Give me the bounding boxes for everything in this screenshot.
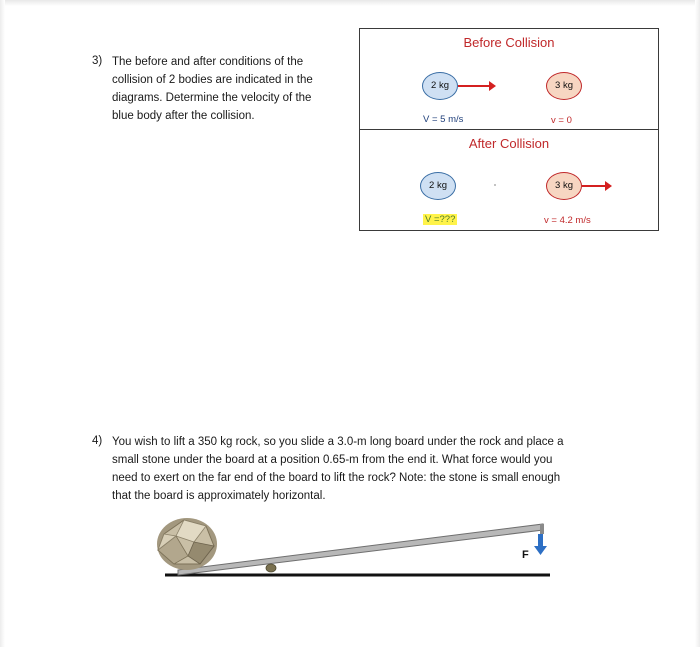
question-3-line: collision of 2 bodies are indicated in the [112, 74, 313, 86]
question-3-number: 3) [92, 55, 103, 67]
force-label: F [522, 549, 529, 561]
blue-velocity-before: V = 5 m/s [423, 114, 464, 125]
after-collision-title: After Collision [468, 136, 550, 151]
red-body-after: 3 kg [546, 172, 582, 200]
question-3-line: blue body after the collision. [112, 110, 255, 122]
small-stone [266, 564, 276, 572]
after-collision-panel [359, 129, 659, 231]
before-collision-panel [359, 28, 659, 130]
dot-mark [494, 184, 496, 186]
before-collision-title: Before Collision [463, 35, 555, 50]
page-shadow-right [695, 0, 700, 647]
blue-velocity-arrow-icon [458, 85, 494, 87]
unknown-velocity-highlight: V =??? [425, 214, 456, 225]
question-4-line: that the board is approximately horizontal. [112, 490, 326, 502]
red-velocity-before: v = 0 [551, 115, 572, 126]
blue-body-after: 2 kg [420, 172, 456, 200]
question-4-line: small stone under the board at a position 0.65-m from the end it. What force would you [112, 454, 553, 466]
page-shadow-top [0, 0, 700, 6]
board [178, 524, 543, 575]
page-shadow-left [0, 0, 5, 647]
question-4-text [112, 433, 602, 505]
question-3-line: diagrams. Determine the velocity of the [112, 92, 312, 104]
question-3-text [112, 53, 342, 125]
red-body-before: 3 kg [546, 72, 582, 100]
force-arrow-icon [534, 534, 547, 555]
red-velocity-after: v = 4.2 m/s [544, 215, 591, 226]
question-3-line: The before and after conditions of the [112, 56, 304, 68]
red-velocity-arrow-icon [582, 185, 610, 187]
blue-velocity-after [423, 214, 457, 225]
board-end [540, 524, 544, 534]
lever-diagram [150, 512, 560, 582]
question-4-line: need to exert on the far end of the board to lift the rock? Note: the stone is small enough [112, 472, 561, 484]
blue-body-before: 2 kg [422, 72, 458, 100]
rock-icon [157, 518, 217, 570]
question-4-number: 4) [92, 435, 103, 447]
question-4-line: You wish to lift a 350 kg rock, so you slide a 3.0-m long board under the rock and place a [112, 436, 564, 448]
